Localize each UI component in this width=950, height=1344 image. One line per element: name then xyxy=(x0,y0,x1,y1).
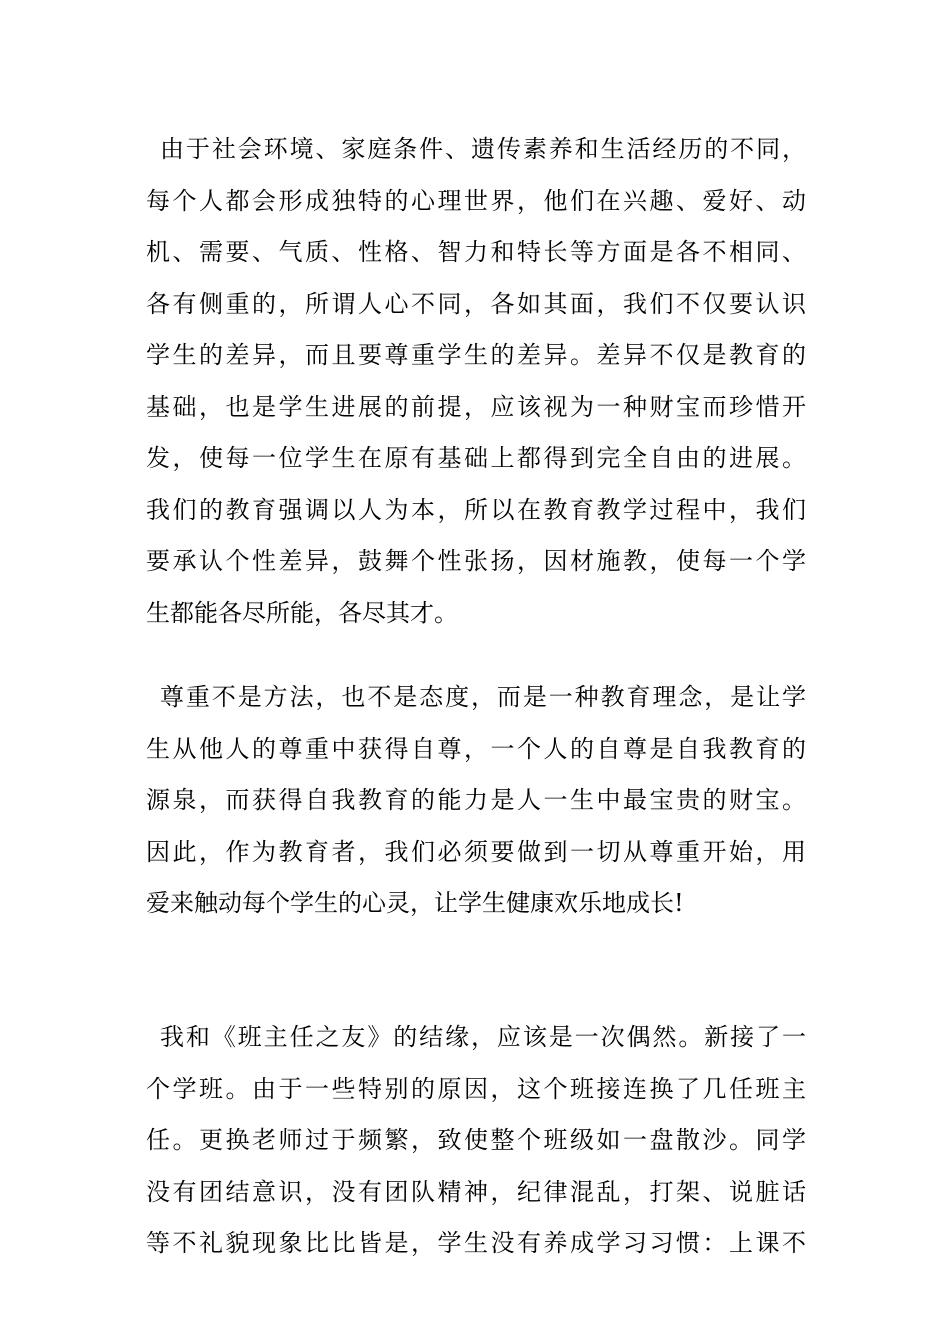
paragraph-line: 尊重不是方法，也不是态度，而是一种教育理念，是让学 xyxy=(160,683,806,711)
paragraph-1 xyxy=(146,124,806,639)
paragraph-line: 因此，作为教育者，我们必须要做到一切从尊重开始，用 xyxy=(146,837,806,866)
paragraph-line: 个学班。由于一些特别的原因，这个班接连换了几任班主 xyxy=(146,1074,806,1103)
paragraph-line: 源泉，而获得自我教育的能力是人一生中最宝贵的财宝。 xyxy=(146,786,806,814)
paragraph-line: 要承认个性差异，鼓舞个性张扬，因材施教，使每一个学 xyxy=(146,547,806,575)
paragraph-line: 由于社会环境、家庭条件、遗传素养和生活经历的不同， xyxy=(160,135,806,163)
paragraph-line: 发，使每一位学生在原有基础上都得到完全自由的进展。 xyxy=(146,444,806,472)
paragraph-line: 生都能各尽所能，各尽其才。 xyxy=(146,598,458,627)
paragraph-line: 生从他人的尊重中获得自尊，一个人的自尊是自我教育的 xyxy=(146,734,806,763)
paragraph-line: 各有侧重的，所谓人心不同，各如其面，我们不仅要认识 xyxy=(146,289,806,318)
paragraph-line: 学生的差异，而且要尊重学生的差异。差异不仅是教育的 xyxy=(146,341,806,369)
paragraph-line: 机、需要、气质、性格、智力和特长等方面是各不相同、 xyxy=(146,238,806,266)
paragraph-line: 基础，也是学生进展的前提，应该视为一种财宝而珍惜开 xyxy=(146,392,806,421)
paragraph-line: 爱来触动每个学生的心灵，让学生健康欢乐地成长! xyxy=(146,889,684,917)
paragraph-line: 每个人都会形成独特的心理世界，他们在兴趣、爱好、动 xyxy=(146,186,806,215)
paragraph-3 xyxy=(146,1012,806,1270)
paragraph-line: 没有团结意识，没有团队精神，纪律混乱，打架、说脏话 xyxy=(146,1177,806,1206)
paragraph-line: 任。更换老师过于频繁，致使整个班级如一盘散沙。同学 xyxy=(146,1126,806,1154)
paragraph-line: 我们的教育强调以人为本，所以在教育教学过程中，我们 xyxy=(146,495,806,524)
paragraph-line: 等不礼貌现象比比皆是，学生没有养成学习习惯：上课不 xyxy=(146,1229,806,1257)
paragraph-line: 我和《班主任之友》的结缘，应该是一次偶然。新接了一 xyxy=(160,1023,806,1051)
paragraph-2 xyxy=(146,672,806,930)
